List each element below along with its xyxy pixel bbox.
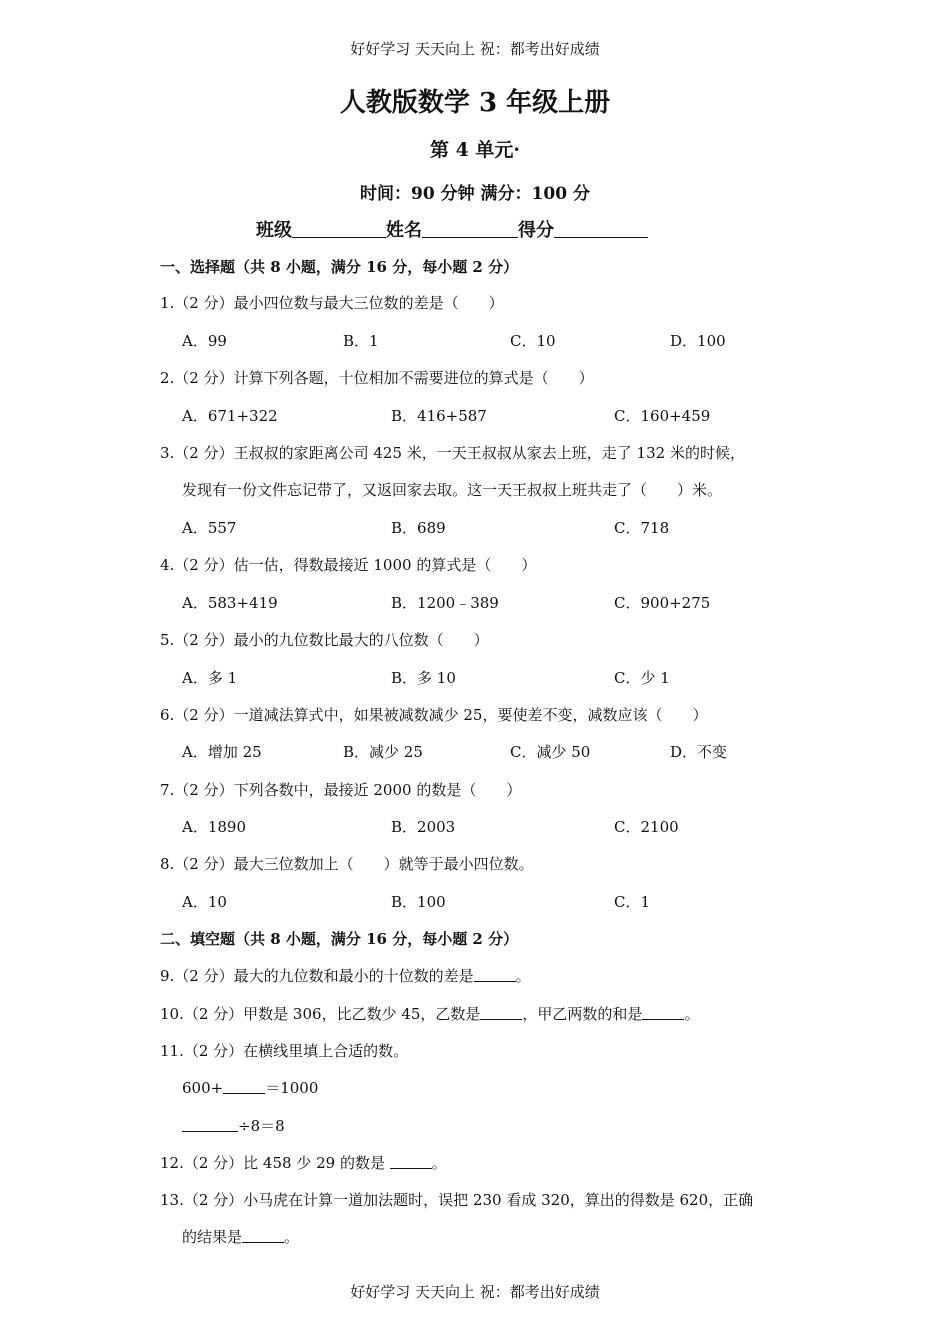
q4-option-b[interactable]: B．1200﹣389 [391, 594, 499, 612]
question-1: 1.（2 分）最小四位数与最大三位数的差是（ ） [160, 294, 504, 312]
page-header: 好好学习 天天向上 祝：都考出好成绩 [350, 40, 600, 58]
question-2: 2.（2 分）计算下列各题，十位相加不需要进位的算式是（ ） [160, 369, 594, 387]
q10-end: 。 [684, 1005, 700, 1023]
question-10 [160, 1003, 699, 1024]
page-footer: 好好学习 天天向上 祝：都考出好成绩 [350, 1283, 600, 1301]
q12-answer-blank[interactable] [390, 1154, 432, 1169]
q1-option-b[interactable]: B．1 [343, 332, 379, 350]
q10-text: 10.（2 分）甲数是 306，比乙数少 45，乙数是 [160, 1005, 481, 1023]
q1-option-a[interactable]: A．99 [182, 332, 227, 350]
q8-option-b[interactable]: B．100 [391, 893, 446, 911]
q6-option-c[interactable]: C．减少 50 [510, 743, 591, 761]
question-12 [160, 1152, 447, 1173]
q3-option-a[interactable]: A．557 [182, 519, 237, 537]
q1-option-d[interactable]: D．100 [670, 332, 726, 350]
score-blank[interactable] [554, 219, 648, 238]
q11-line2-post: ÷8＝8 [238, 1117, 285, 1135]
q7-option-c[interactable]: C．2100 [614, 818, 679, 836]
question-13-continued [182, 1226, 299, 1247]
q13-end: 。 [284, 1228, 300, 1246]
q5-option-a[interactable]: A．多 1 [182, 669, 238, 687]
q13-text-2: 的结果是 [182, 1228, 243, 1246]
question-3: 3.（2 分）王叔叔的家距离公司 425 米，一天王叔叔从家去上班，走了 132 米的时候， [160, 444, 745, 462]
q8-option-a[interactable]: A．10 [182, 893, 227, 911]
q12-end: 。 [431, 1154, 447, 1172]
class-blank[interactable] [292, 219, 386, 238]
question-3-continued: 发现有一份文件忘记带了，又返回家去取。这一天王叔叔上班共走了（ ）米。 [182, 481, 723, 499]
section-heading-fill: 二、填空题（共 8 小题，满分 16 分，每小题 2 分） [160, 930, 519, 948]
q2-option-c[interactable]: C．160+459 [614, 407, 711, 425]
q2-option-b[interactable]: B．416+587 [391, 407, 487, 425]
q6-option-a[interactable]: A．增加 25 [182, 743, 262, 761]
class-label: 班级 [256, 220, 292, 241]
question-6: 6.（2 分）一道减法算式中，如果被减数减少 25，要使差不变，减数应该（ ） [160, 706, 708, 724]
q3-option-b[interactable]: B．689 [391, 519, 446, 537]
q5-option-b[interactable]: B．多 10 [391, 669, 456, 687]
q11-line1-pre: 600+ [182, 1079, 224, 1097]
q6-option-b[interactable]: B．减少 25 [343, 743, 423, 761]
q6-option-d[interactable]: D．不变 [670, 743, 728, 761]
section-heading-choice: 一、选择题（共 8 小题，满分 16 分，每小题 2 分） [160, 258, 519, 276]
q8-option-c[interactable]: C．1 [614, 893, 651, 911]
q13-answer-blank[interactable] [242, 1228, 284, 1243]
q11-answer-blank-1[interactable] [223, 1079, 265, 1094]
page-subtitle: 第 4 单元· [429, 139, 521, 161]
q12-text: 12.（2 分）比 458 少 29 的数是 [160, 1154, 390, 1172]
question-13: 13.（2 分）小马虎在计算一道加法题时，误把 230 看成 320，算出的得数是 620，正确 [160, 1191, 754, 1209]
question-9 [160, 965, 531, 986]
name-label: 姓名 [386, 220, 422, 241]
q9-end: 。 [515, 967, 531, 985]
q4-option-a[interactable]: A．583+419 [182, 594, 278, 612]
question-11: 11.（2 分）在横线里填上合适的数。 [160, 1042, 409, 1060]
score-label: 得分 [518, 220, 554, 241]
exam-meta: 时间：90 分钟 满分：100 分 [360, 184, 590, 204]
question-4: 4.（2 分）估一估，得数最接近 1000 的算式是（ ） [160, 556, 537, 574]
q11-line-1 [182, 1077, 318, 1098]
q5-option-c[interactable]: C．少 1 [614, 669, 670, 687]
q1-option-c[interactable]: C．10 [510, 332, 556, 350]
q9-answer-blank[interactable] [474, 967, 516, 982]
q11-line-2 [182, 1115, 285, 1136]
q10-mid: ，甲乙两数的和是 [522, 1005, 643, 1023]
q9-text: 9.（2 分）最大的九位数和最小的十位数的差是 [160, 967, 474, 985]
q10-answer-blank-2[interactable] [642, 1005, 684, 1020]
q3-option-c[interactable]: C．718 [614, 519, 670, 537]
question-5: 5.（2 分）最小的九位数比最大的八位数（ ） [160, 631, 489, 649]
q2-option-a[interactable]: A．671+322 [182, 407, 278, 425]
q7-option-b[interactable]: B．2003 [391, 818, 456, 836]
question-7: 7.（2 分）下列各数中，最接近 2000 的数是（ ） [160, 781, 522, 799]
name-blank[interactable] [422, 219, 518, 238]
q10-answer-blank-1[interactable] [480, 1005, 522, 1020]
student-info-fields [256, 216, 648, 242]
q4-option-c[interactable]: C．900+275 [614, 594, 711, 612]
q11-line1-post: ＝1000 [265, 1079, 319, 1097]
page-title: 人教版数学 3 年级上册 [339, 88, 611, 118]
q11-answer-blank-2[interactable] [182, 1117, 238, 1132]
q7-option-a[interactable]: A．1890 [182, 818, 247, 836]
question-8: 8.（2 分）最大三位数加上（ ）就等于最小四位数。 [160, 855, 534, 873]
